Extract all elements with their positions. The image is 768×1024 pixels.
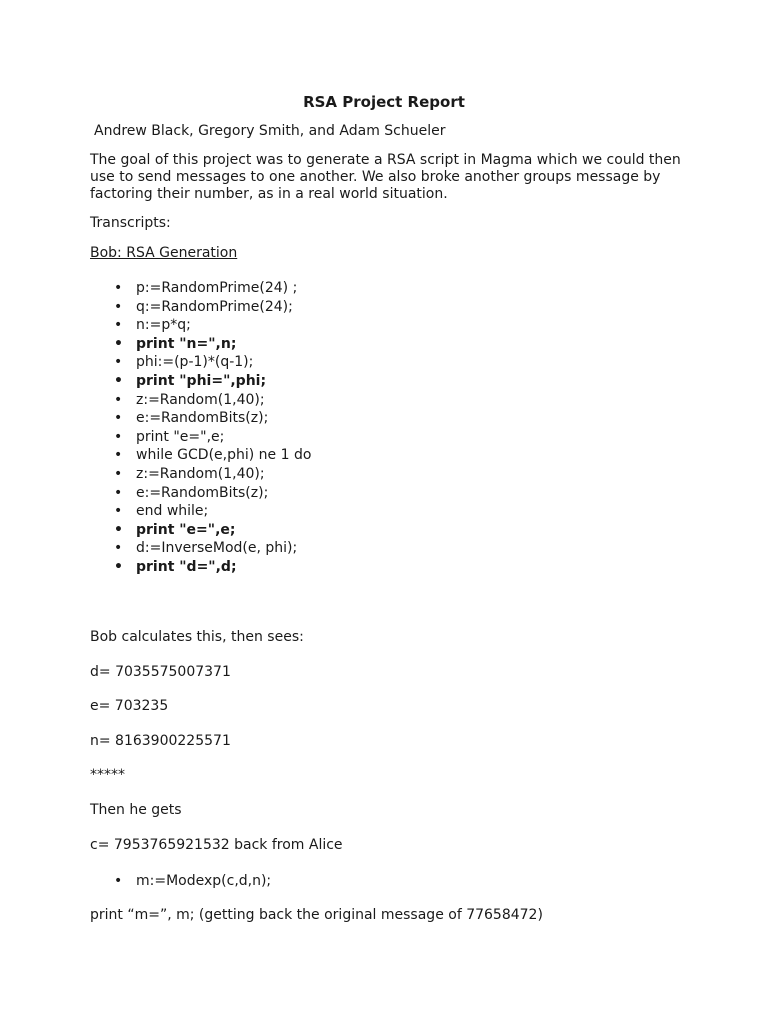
d-value-line: d= 7035575007371	[90, 664, 231, 680]
code-line: • print "e=",e;	[90, 521, 311, 540]
code-list	[90, 279, 311, 577]
authors-line: Andrew Black, Gregory Smith, and Adam Schueler	[94, 123, 446, 139]
code-line: • z:=Random(1,40);	[90, 465, 311, 484]
calc-line: Bob calculates this, then sees:	[90, 629, 304, 645]
code-line: • n:=p*q;	[90, 316, 311, 335]
modexp-bullet: • m:=Modexp(c,d,n);	[90, 872, 271, 890]
print-m-line: print “m=”, m; (getting back the original message of 77658472)	[90, 907, 543, 923]
code-line: • print "n=",n;	[90, 335, 311, 354]
code-line: • d:=InverseMod(e, phi);	[90, 539, 311, 558]
code-line: • e:=RandomBits(z);	[90, 484, 311, 503]
document-title: RSA Project Report	[303, 93, 465, 111]
section-heading: Bob: RSA Generation	[90, 245, 238, 261]
code-line: • phi:=(p-1)*(q-1);	[90, 353, 311, 372]
code-line: • print "d=",d;	[90, 558, 311, 577]
e-value-line: e= 703235	[90, 698, 169, 714]
code-line: • end while;	[90, 502, 311, 521]
then-line: Then he gets	[90, 802, 182, 818]
code-line: • e:=RandomBits(z);	[90, 409, 311, 428]
code-line: • while GCD(e,phi) ne 1 do	[90, 446, 311, 465]
code-line: • print "e=",e;	[90, 428, 311, 447]
intro-paragraph: The goal of this project was to generate a RSA script in Magma which we could then use to send messages to one another. We also broke another groups message by factoring their number, as in a real world situation.	[90, 152, 681, 202]
code-line: • p:=RandomPrime(24) ;	[90, 279, 311, 298]
transcripts-label: Transcripts:	[90, 215, 171, 231]
separator-line: *****	[90, 767, 125, 783]
code-line: • q:=RandomPrime(24);	[90, 298, 311, 317]
c-value-line: c= 7953765921532 back from Alice	[90, 837, 343, 853]
code-line: • print "phi=",phi;	[90, 372, 311, 391]
n-value-line: n= 8163900225571	[90, 733, 231, 749]
code-line: • z:=Random(1,40);	[90, 391, 311, 410]
